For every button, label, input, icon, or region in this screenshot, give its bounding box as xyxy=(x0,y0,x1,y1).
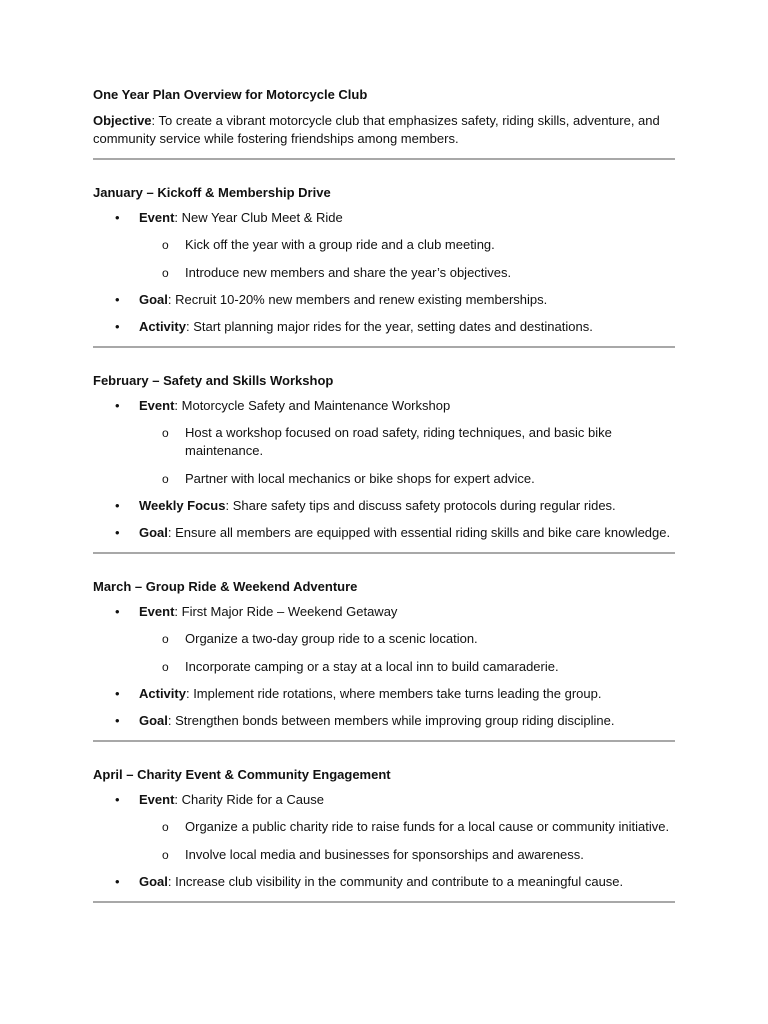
bullet-item xyxy=(93,497,675,515)
bullet-label: Goal xyxy=(139,525,168,540)
bullet-description: : Ensure all members are equipped with essential riding skills and bike care knowledge. xyxy=(167,525,671,540)
bullet-label: Goal xyxy=(139,874,168,889)
bullet-icon: • xyxy=(115,498,120,513)
bullet-label: Event xyxy=(139,210,175,225)
plan-section xyxy=(93,184,675,348)
bullet-text xyxy=(139,209,675,227)
bullet-list xyxy=(93,209,675,336)
bullet-list xyxy=(93,603,675,730)
section-divider xyxy=(93,901,675,903)
objective-text: : To create a vibrant motorcycle club that emphasizes safety, riding skills, adventure, and community service while fostering friendships among members. xyxy=(93,113,660,146)
bullet-item xyxy=(93,524,675,542)
bullet-text xyxy=(139,524,675,542)
bullet-label: Event xyxy=(139,604,175,619)
bullet-icon: • xyxy=(115,792,120,807)
bullet-label: Event xyxy=(139,398,175,413)
bullet-icon: • xyxy=(115,713,120,728)
sub-bullet-list xyxy=(139,630,675,676)
bullet-description: : Strengthen bonds between members while improving group riding discipline. xyxy=(167,713,615,728)
sub-bullet-text: Kick off the year with a group ride and a club meeting. xyxy=(185,237,495,252)
bullet-item xyxy=(93,291,675,309)
bullet-item xyxy=(93,685,675,703)
bullet-text xyxy=(139,318,675,336)
bullet-icon: • xyxy=(115,292,120,307)
bullet-text xyxy=(139,685,675,703)
sub-bullet-item xyxy=(139,264,675,282)
sub-bullet-text: Involve local media and businesses for sponsorships and awareness. xyxy=(185,847,584,862)
sub-bullet-item xyxy=(139,818,675,836)
bullet-text xyxy=(139,397,675,415)
bullet-item xyxy=(93,791,675,864)
bullet-label: Activity xyxy=(139,686,186,701)
sub-bullet-item xyxy=(139,846,675,864)
sub-bullet-item xyxy=(139,658,675,676)
circle-bullet-icon: o xyxy=(162,266,169,280)
sub-bullet-item xyxy=(139,630,675,648)
sub-bullet-item xyxy=(139,470,675,488)
bullet-text xyxy=(139,497,675,515)
section-divider xyxy=(93,552,675,554)
sub-bullet-text: Incorporate camping or a stay at a local inn to build camaraderie. xyxy=(185,659,559,674)
bullet-item xyxy=(93,873,675,891)
plan-section xyxy=(93,578,675,742)
bullet-text xyxy=(139,291,675,309)
bullet-description: : Share safety tips and discuss safety protocols during regular rides. xyxy=(225,498,616,513)
sub-bullet-list xyxy=(139,424,675,488)
bullet-list xyxy=(93,791,675,891)
section-divider xyxy=(93,346,675,348)
sub-bullet-item xyxy=(139,236,675,254)
sub-bullet-text: Organize a two-day group ride to a scenic location. xyxy=(185,631,478,646)
bullet-icon: • xyxy=(115,210,120,225)
bullet-label: Goal xyxy=(139,292,168,307)
bullet-item xyxy=(93,318,675,336)
objective-label: Objective xyxy=(93,113,152,128)
section-title: February – Safety and Skills Workshop xyxy=(93,373,334,388)
bullet-description: : Recruit 10-20% new members and renew existing memberships. xyxy=(167,292,548,307)
bullet-label: Goal xyxy=(139,713,168,728)
bullet-icon: • xyxy=(115,686,120,701)
section-divider xyxy=(93,158,675,160)
section-divider xyxy=(93,740,675,742)
bullet-item xyxy=(93,209,675,282)
bullet-description: : Implement ride rotations, where members take turns leading the group. xyxy=(185,686,602,701)
bullet-icon: • xyxy=(115,398,120,413)
bullet-icon: • xyxy=(115,525,120,540)
bullet-item xyxy=(93,712,675,730)
section-title: March – Group Ride & Weekend Adventure xyxy=(93,579,358,594)
bullet-item xyxy=(93,397,675,488)
bullet-label: Activity xyxy=(139,319,186,334)
bullet-text xyxy=(139,791,675,809)
objective-paragraph xyxy=(93,112,675,148)
plan-section xyxy=(93,766,675,903)
circle-bullet-icon: o xyxy=(162,848,169,862)
bullet-icon: • xyxy=(115,874,120,889)
circle-bullet-icon: o xyxy=(162,238,169,252)
bullet-icon: • xyxy=(115,319,120,334)
sub-bullet-list xyxy=(139,818,675,864)
bullet-list xyxy=(93,397,675,542)
sub-bullet-text: Partner with local mechanics or bike shops for expert advice. xyxy=(185,471,535,486)
bullet-label: Weekly Focus xyxy=(139,498,226,513)
plan-sections xyxy=(93,184,675,903)
bullet-description: : Start planning major rides for the year, setting dates and destinations. xyxy=(185,319,593,334)
document-page xyxy=(93,86,675,903)
bullet-icon: • xyxy=(115,604,120,619)
plan-section xyxy=(93,372,675,554)
sub-bullet-list xyxy=(139,236,675,282)
bullet-description: : First Major Ride – Weekend Getaway xyxy=(174,604,398,619)
bullet-text xyxy=(139,603,675,621)
circle-bullet-icon: o xyxy=(162,632,169,646)
circle-bullet-icon: o xyxy=(162,660,169,674)
bullet-description: : New Year Club Meet & Ride xyxy=(174,210,343,225)
section-title: January – Kickoff & Membership Drive xyxy=(93,185,331,200)
bullet-item xyxy=(93,603,675,676)
bullet-label: Event xyxy=(139,792,175,807)
sub-bullet-text: Introduce new members and share the year’s objectives. xyxy=(185,265,512,280)
circle-bullet-icon: o xyxy=(162,426,169,440)
bullet-text xyxy=(139,712,675,730)
bullet-description: : Charity Ride for a Cause xyxy=(174,792,324,807)
circle-bullet-icon: o xyxy=(162,820,169,834)
sub-bullet-item xyxy=(139,424,675,460)
circle-bullet-icon: o xyxy=(162,472,169,486)
section-title: April – Charity Event & Community Engagement xyxy=(93,767,391,782)
document-title: One Year Plan Overview for Motorcycle Club xyxy=(93,87,368,102)
bullet-description: : Increase club visibility in the community and contribute to a meaningful cause. xyxy=(167,874,624,889)
sub-bullet-text: Organize a public charity ride to raise funds for a local cause or community initiative. xyxy=(185,819,670,834)
sub-bullet-text: Host a workshop focused on road safety, riding techniques, and basic bike maintenance. xyxy=(185,425,612,458)
bullet-description: : Motorcycle Safety and Maintenance Workshop xyxy=(174,398,451,413)
bullet-text xyxy=(139,873,675,891)
